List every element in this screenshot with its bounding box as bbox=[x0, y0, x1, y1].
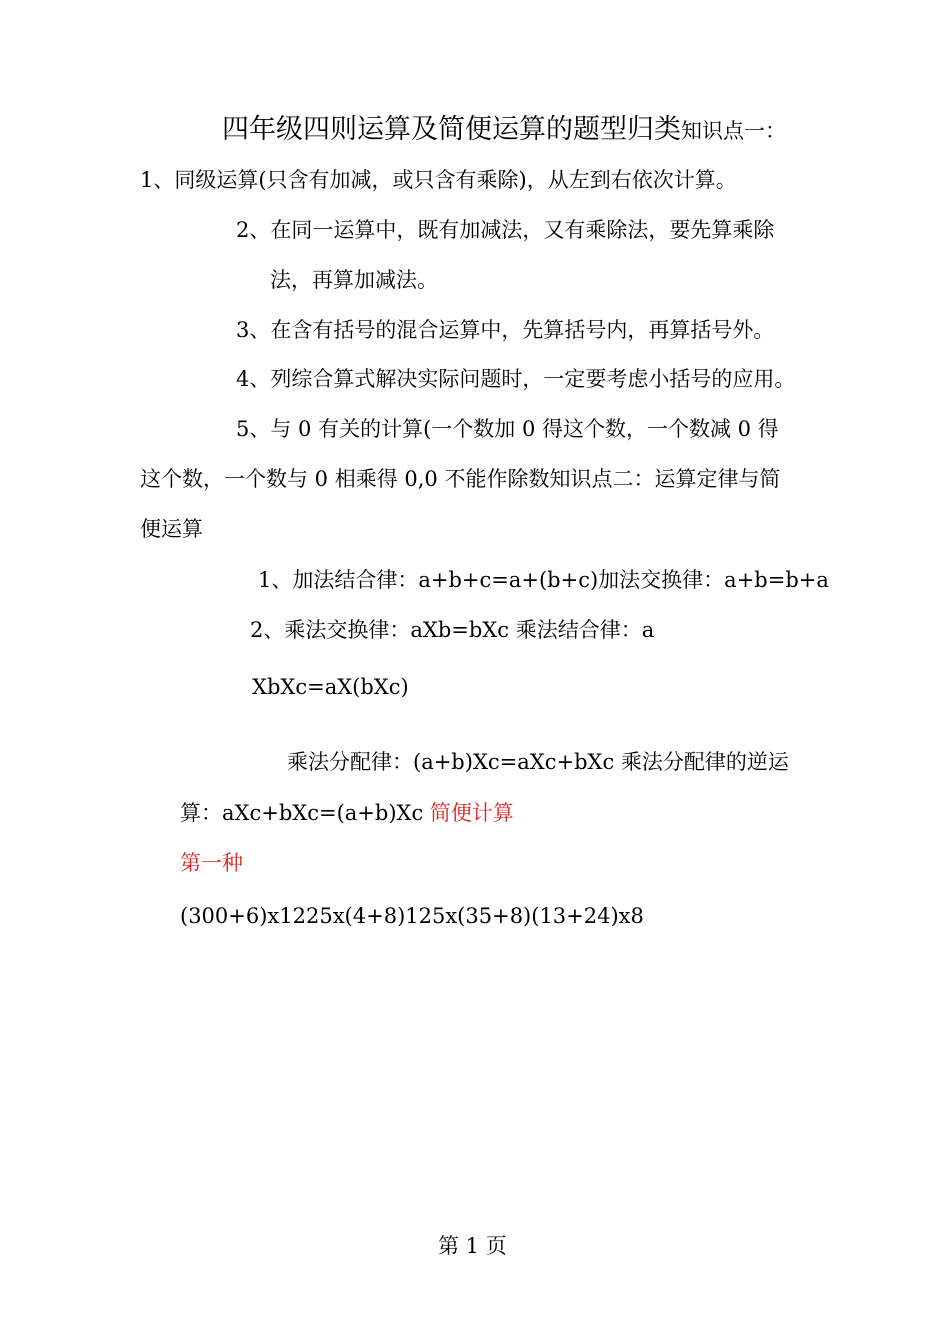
law-addition: 1、加法结合律：a+b+c=a+(b+c)加法交换律：a+b=b+a bbox=[258, 568, 829, 592]
law-distribution: 乘法分配律：(a+b)Xc=aXc+bXc 乘法分配律的逆运 bbox=[287, 750, 789, 774]
rule-2: 2、在同一运算中，既有加减法，又有乘除法，要先算乘除 bbox=[236, 218, 775, 242]
law-distribution-reverse: 算：aXc+bXc=(a+b)Xc bbox=[180, 801, 430, 825]
exercise-list: (300+6)x1225x(4+8)125x(35+8)(13+24)x8 bbox=[180, 904, 644, 928]
rule-4: 4、列综合算式解决实际问题时，一定要考虑小括号的应用。 bbox=[236, 367, 796, 391]
section-heading-2-continued: 便运算 bbox=[140, 517, 203, 541]
rule-1: 1、同级运算(只含有加减，或只含有乘除)，从左到右依次计算。 bbox=[140, 168, 737, 192]
rule-2-continued: 法，再算加减法。 bbox=[270, 268, 438, 292]
law-multiplication: 2、乘法交换律：aXb=bXc 乘法结合律：a bbox=[250, 618, 655, 642]
section-heading-simplified-calc: 简便计算 bbox=[429, 801, 514, 825]
rule-5: 5、与 0 有关的计算(一个数加 0 得这个数，一个数减 0 得 bbox=[236, 417, 779, 441]
document-title: 四年级四则运算及简便运算的题型归类 bbox=[222, 114, 681, 145]
law-multiplication-continued: XbXc=aX(bXc) bbox=[252, 675, 409, 699]
subsection-heading-type-1: 第一种 bbox=[180, 851, 243, 875]
section-heading-1: 知识点一： bbox=[681, 119, 786, 143]
page-number: 第 1 页 bbox=[438, 1234, 507, 1258]
rule-5-continued: 这个数，一个数与 0 相乘得 0,0 不能作除数知识点二：运算定律与简 bbox=[140, 467, 781, 491]
rule-3: 3、在含有括号的混合运算中，先算括号内，再算括号外。 bbox=[236, 318, 775, 342]
document-title-line bbox=[222, 116, 786, 143]
law-distribution-continued bbox=[180, 803, 514, 824]
